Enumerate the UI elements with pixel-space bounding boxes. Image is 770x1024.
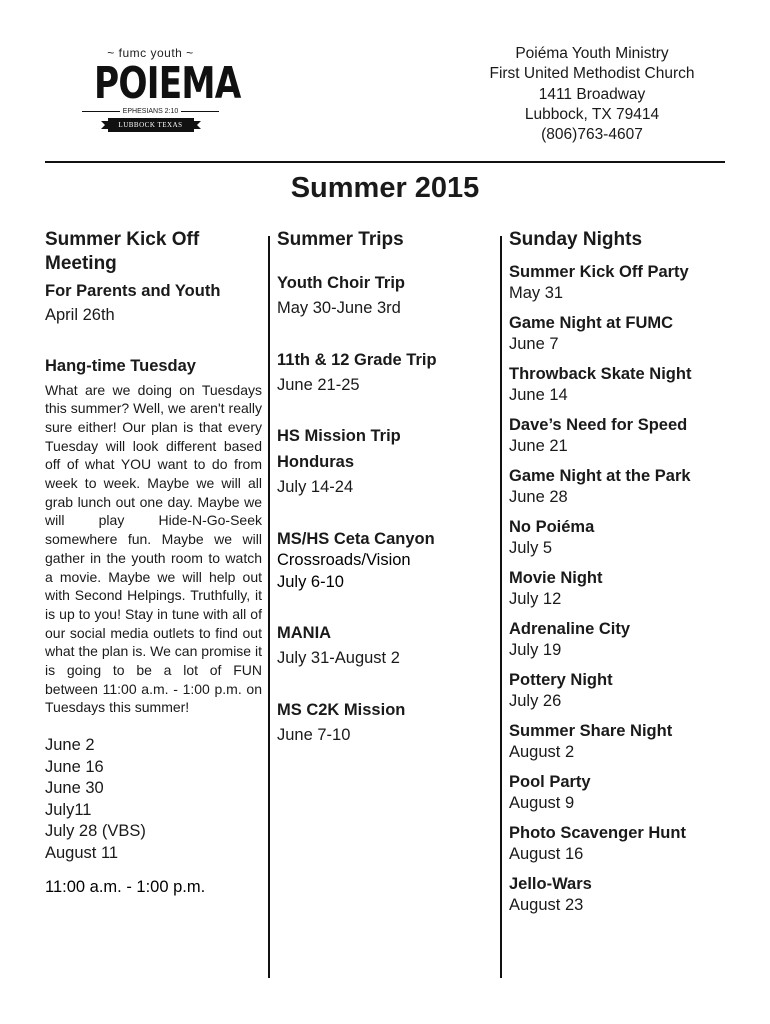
- kickoff-heading: Summer Kick Off Meeting: [45, 229, 200, 274]
- column-trips: [277, 228, 492, 746]
- trips-heading: Summer Trips: [277, 229, 404, 250]
- hangtime-date: June 16: [45, 757, 104, 776]
- sunday-event: [509, 721, 739, 763]
- event-date: July 5: [509, 539, 553, 557]
- event-name: Game Night at the Park: [509, 467, 691, 485]
- logo-banner: LUBBOCK TEXAS: [108, 118, 194, 132]
- sunday-event: [509, 619, 739, 661]
- sunday-event: [509, 874, 739, 916]
- event-date: August 16: [509, 845, 584, 863]
- header-divider: [45, 161, 725, 163]
- sunday-event: [509, 262, 739, 304]
- address-phone: (806)763-4607: [541, 126, 643, 144]
- sunday-event: [509, 823, 739, 865]
- event-date: June 21: [509, 437, 568, 455]
- trip-date: May 30-June 3rd: [277, 299, 401, 317]
- sunday-event: [509, 364, 739, 406]
- logo-tagline: ~ fumc youth ~: [107, 46, 194, 60]
- column-kickoff: [45, 228, 262, 899]
- trip-destination: Honduras: [277, 453, 355, 471]
- sunday-event: [509, 568, 739, 610]
- event-name: Jello-Wars: [509, 875, 592, 893]
- trip-name: 11th & 12 Grade Trip: [277, 350, 437, 369]
- church-address: [462, 44, 722, 145]
- column-sunday-nights: [509, 228, 739, 925]
- logo-reference-text: EPHESIANS 2:10: [122, 108, 179, 115]
- hangtime-time: 11:00 a.m. - 1:00 p.m.: [45, 878, 206, 897]
- trip-item: [277, 622, 492, 670]
- column-divider: [268, 236, 270, 978]
- event-name: Throwback Skate Night: [509, 365, 692, 383]
- trip-date: June 7-10: [277, 725, 351, 744]
- event-date: June 7: [509, 335, 559, 353]
- event-name: Adrenaline City: [509, 620, 631, 638]
- event-name: Game Night at FUMC: [509, 314, 674, 332]
- event-name: Movie Night: [509, 569, 603, 587]
- event-date: August 2: [509, 743, 575, 761]
- sunday-events-list: [509, 262, 739, 916]
- event-name: Summer Kick Off Party: [509, 263, 689, 281]
- hangtime-dates: [45, 735, 262, 864]
- trip-date: July 31-August 2: [277, 649, 400, 667]
- event-date: July 26: [509, 692, 562, 710]
- hangtime-date: July11: [45, 800, 92, 819]
- event-name: Pool Party: [509, 773, 591, 791]
- address-line: First United Methodist Church: [489, 65, 695, 83]
- column-divider: [500, 236, 502, 978]
- event-name: Pottery Night: [509, 671, 613, 689]
- event-date: June 28: [509, 488, 568, 506]
- event-name: Photo Scavenger Hunt: [509, 824, 686, 842]
- trip-name: HS Mission Trip: [277, 427, 401, 445]
- event-date: June 14: [509, 386, 568, 404]
- event-date: May 31: [509, 284, 564, 302]
- trip-date: June 21-25: [277, 375, 360, 394]
- trip-name: Youth Choir Trip: [277, 274, 406, 292]
- trip-date: July 6-10: [277, 573, 344, 591]
- address-line: 1411 Broadway: [538, 85, 646, 103]
- event-name: Dave’s Need for Speed: [509, 416, 688, 434]
- sunday-event: [509, 466, 739, 508]
- kickoff-date: April 26th: [45, 306, 115, 324]
- address-line: Poiéma Youth Ministry: [515, 45, 669, 62]
- event-name: No Poiéma: [509, 518, 595, 536]
- event-date: July 19: [509, 641, 562, 659]
- event-date: July 12: [509, 590, 562, 608]
- trip-name: MS/HS Ceta Canyon: [277, 529, 435, 548]
- sunday-heading: Sunday Nights: [509, 229, 643, 250]
- hangtime-date: July 28 (VBS): [45, 822, 146, 841]
- trip-date: July 14-24: [277, 478, 354, 496]
- trip-item: [277, 425, 492, 499]
- hangtime-date: June 2: [45, 736, 95, 755]
- kickoff-subheading: For Parents and Youth: [45, 282, 221, 300]
- event-date: August 9: [509, 794, 575, 812]
- logo-wordmark: POIEMA: [93, 58, 241, 109]
- poiema-logo: [78, 44, 241, 146]
- event-name: Summer Share Night: [509, 722, 673, 740]
- trip-item: [277, 272, 492, 320]
- trip-subtitle: Crossroads/Vision: [277, 550, 411, 569]
- hangtime-date: August 11: [45, 843, 119, 862]
- sunday-event: [509, 517, 739, 559]
- event-date: August 23: [509, 896, 584, 914]
- logo-reference: [78, 108, 223, 115]
- hangtime-description: What are we doing on Tuesdays this summer? Well, we aren't really sure either! Our plan is that every Tuesday will look different based off of what YOU want to do from week to week. Maybe we will all grab lunch out one day. Maybe we will play Hide-N-Go-Seek somewhere fun. Maybe we will gather in the youth room to watch a movie. Maybe we will help out with Second Helpings. Truthfully, it is up to you! Stay in tune with all of our social media outlets to find out what the plan is. We can promise it is going to be a lot of FUN between 11:00 a.m. - 1:00 p.m. on Tuesdays this summer!: [45, 381, 262, 716]
- address-line: Lubbock, TX 79414: [524, 105, 660, 123]
- trip-name: MS C2K Mission: [277, 700, 406, 719]
- sunday-event: [509, 670, 739, 712]
- sunday-event: [509, 415, 739, 457]
- page-title: Summer 2015: [290, 172, 480, 204]
- sunday-event: [509, 772, 739, 814]
- trip-item: [277, 528, 492, 594]
- hangtime-date: June 30: [45, 779, 104, 798]
- hangtime-heading: Hang-time Tuesday: [45, 356, 196, 375]
- trip-item: [277, 349, 492, 397]
- trip-item: [277, 699, 492, 747]
- trip-name: MANIA: [277, 624, 332, 642]
- sunday-event: [509, 313, 739, 355]
